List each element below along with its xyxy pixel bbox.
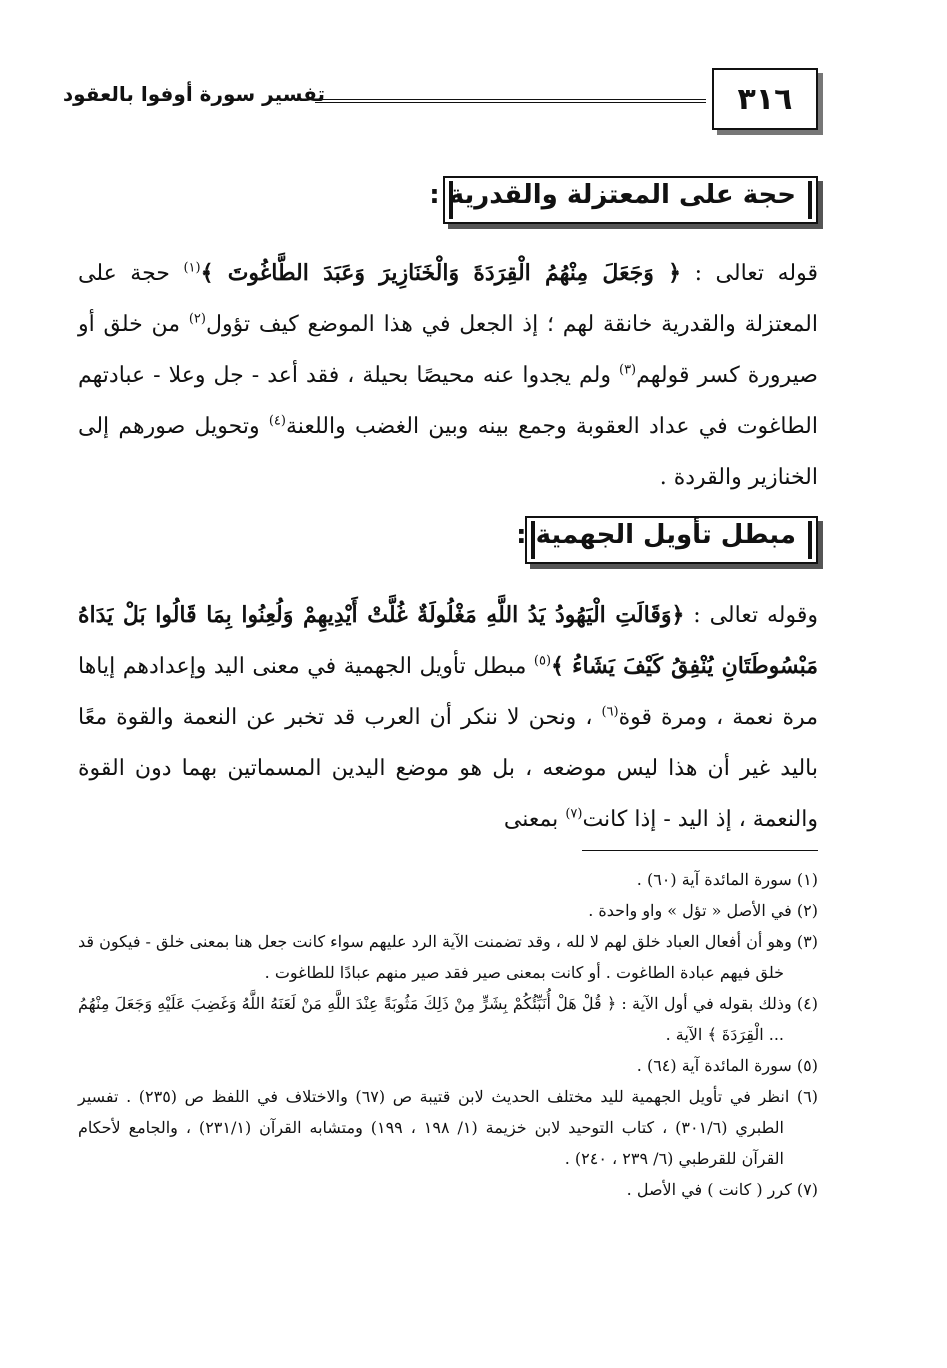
section-heading-jahmiyya xyxy=(516,516,818,564)
footnote-1: (١) سورة المائدة آية (٦٠) . xyxy=(636,870,818,889)
footnote-ref-4[interactable]: (٤) xyxy=(268,413,286,429)
running-title: تفسير سورة أوفوا بالعقود xyxy=(62,82,325,106)
footnote-5: (٥) سورة المائدة آية (٦٤) . xyxy=(636,1056,818,1075)
heading-bar-right xyxy=(808,521,812,559)
running-header xyxy=(62,68,818,132)
footnote-ref-2[interactable]: (٢) xyxy=(188,311,206,327)
footnotes xyxy=(78,864,818,1205)
body-text: ولم يجدوا عنه محيصًا بحيلة ، فقد أعد - جل وعلا - عبادتهم الطاغوت في عداد العقوبة وجمع بينه وبين الغضب واللعنة xyxy=(78,363,818,439)
intro-text: قوله تعالى : xyxy=(681,261,818,286)
heading-bar-right xyxy=(808,181,812,219)
footnote-4: (٤) وذلك بقوله في أول الآية : ﴿ قُلْ هَلْ أُنَبِّئُكُمْ بِشَرٍّ مِنْ ذَلِكَ مَثُوبَةً عِنْدَ اللَّهِ مَنْ لَعَنَهُ اللَّهُ وَغَضِبَ عَلَيْهِ وَجَعَلَ مِنْهُمُ ... الْقِرَدَةَ ﴾ الآية . xyxy=(78,994,819,1044)
body-text: مبطل تأويل الجهمية في معنى اليد وإعدادهم إياها مرة نعمة ، ومرة قوة xyxy=(78,654,818,730)
footnote-6: (٦) انظر في تأويل الجهمية لليد مختلف الحديث لابن قتيبة ص (٦٧) والاختلاف في اللفظ ص (٢٣٥) . تفسير الطبري (٣٠١/٦) ، كتاب التوحيد لابن خزيمة (١/ ١٩٨ ، ١٩٩) ومتشابه القرآن (٢٣١/١) ، والجامع لأحكام القرآن للقرطبي (٦/ ٢٣٩ ، ٢٤٠) . xyxy=(78,1087,818,1168)
body-text: بمعنى xyxy=(503,807,566,832)
footnote-ref-6[interactable]: (٦) xyxy=(601,704,619,720)
quran-verse: ﴿ وَجَعَلَ مِنْهُمُ الْقِرَدَةَ وَالْخَنَازِيرَ وَعَبَدَ الطَّاغُوتَ ﴾ xyxy=(200,260,682,286)
page-number: ٣١٦ xyxy=(737,81,793,117)
heading-text: مبطل تأويل الجهمية : xyxy=(516,520,796,550)
quran-verse: ﴿وَقَالَتِ الْيَهُودُ يَدُ اللَّهِ مَغْلُولَةٌ غُلَّتْ أَيْدِيهِمْ وَلُعِنُوا بِمَا قَالُوا بَلْ يَدَاهُ مَبْسُوطَتَانِ يُنْفِقُ كَيْفَ يَشَاءُ ﴾ xyxy=(78,602,818,679)
footnote-ref-7[interactable]: (٧) xyxy=(565,806,583,822)
footnote-7: (٧) كرر ( كانت ) في الأصل . xyxy=(626,1180,818,1199)
footnote-ref-1[interactable]: (١) xyxy=(183,260,201,276)
footnote-ref-3[interactable]: (٣) xyxy=(618,362,637,378)
footnote-separator xyxy=(582,850,818,851)
body-text: من خلق أو صيرورة كسر قولهم xyxy=(78,312,818,388)
footnote-3: (٣) وهو أن أفعال العباد خلق لهم لا لله ، وقد تضمنت الآية الرد عليهم سواء كانت جعل هنا بمعنى خلق - فيكون قد خلق فيهم عبادة الطاغوت . أو كانت بمعنى صير فقد صير منهم عبادًا للطاغوت . xyxy=(78,932,818,982)
section-heading-mutazila xyxy=(429,176,818,224)
footnote-ref-5[interactable]: (٥) xyxy=(533,653,552,669)
intro-text: وقوله تعالى : xyxy=(684,603,818,628)
page-number-box xyxy=(712,68,818,130)
body-text: ، ونحن لا ننكر أن العرب قد تخبر عن النعمة والقوة معًا باليد غير أن هذا ليس موضعه ، بل هو موضع اليدين المسماتين بهما دون القوة والنعمة ، إذ اليد - إذا كانت xyxy=(78,705,818,832)
paragraph-jahmiyya xyxy=(78,590,818,845)
footnote-2: (٢) في الأصل « تؤل » واو واحدة . xyxy=(588,901,818,920)
body-text: وتحويل صورهم إلى الخنازير والقردة . xyxy=(78,414,818,490)
header-rule xyxy=(315,99,706,103)
body-text: حجة على المعتزلة والقدرية خانقة لهم ؛ إذ الجعل في هذا الموضع كيف تؤول xyxy=(78,261,818,337)
paragraph-mutazila xyxy=(78,248,818,503)
heading-text: حجة على المعتزلة والقدرية : xyxy=(429,180,796,210)
